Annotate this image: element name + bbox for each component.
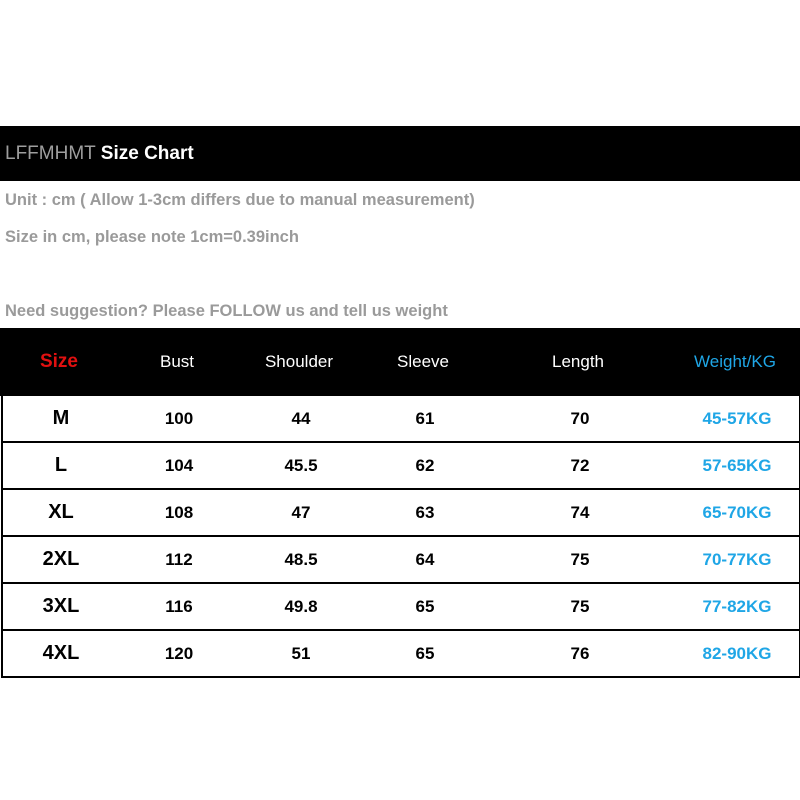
cell-weight: 45-57KG: [702, 408, 772, 428]
cell-length: 70: [570, 408, 590, 428]
notes-section: [0, 181, 800, 328]
column-header-bust: Bust: [159, 352, 195, 371]
cell-weight: 82-90KG: [702, 643, 772, 663]
brand-name: LFFMHMT: [5, 142, 96, 164]
cell-length: 74: [570, 502, 590, 522]
chart-title: Size Chart: [100, 142, 194, 164]
cell-bust: 112: [165, 549, 193, 569]
table-row: [3, 441, 799, 488]
cell-shoulder: 45.5: [284, 455, 318, 475]
cell-bust: 120: [164, 643, 194, 663]
size-chart: [0, 126, 800, 678]
unit-note: Unit : cm ( Allow 1-3cm differs due to manual measurement): [5, 191, 475, 209]
cell-sleeve: 61: [415, 408, 435, 428]
cell-length: 75: [570, 596, 590, 616]
cell-size: L: [54, 454, 68, 476]
column-header-size: Size: [39, 351, 79, 372]
cell-weight: 70-77KG: [702, 549, 772, 569]
title-bar: [0, 126, 800, 181]
cell-size: 2XL: [42, 548, 80, 570]
cell-shoulder: 49.8: [284, 596, 318, 616]
cell-sleeve: 65: [415, 596, 435, 616]
cell-length: 72: [570, 455, 590, 475]
column-header-shoulder: Shoulder: [264, 352, 334, 371]
cell-shoulder: 47: [291, 502, 311, 522]
cell-bust: 104: [164, 455, 194, 475]
cell-size: 3XL: [42, 595, 80, 617]
cell-bust: 100: [164, 408, 194, 428]
cell-sleeve: 62: [415, 455, 435, 475]
cell-shoulder: 44: [291, 408, 311, 428]
cell-bust: 116: [165, 596, 193, 616]
table-row: [3, 582, 799, 629]
cell-shoulder: 48.5: [284, 549, 318, 569]
column-header-sleeve: Sleeve: [397, 352, 449, 371]
table-row: [3, 629, 799, 676]
cell-sleeve: 65: [415, 643, 435, 663]
cell-shoulder: 51: [291, 643, 311, 663]
size-table: [1, 396, 800, 678]
cell-weight: 77-82KG: [702, 596, 772, 616]
cell-length: 76: [570, 643, 590, 663]
cell-sleeve: 64: [415, 549, 435, 569]
column-header-length: Length: [552, 352, 604, 371]
table-row: [3, 535, 799, 582]
cell-weight: 57-65KG: [702, 455, 772, 475]
cell-weight: 65-70KG: [702, 502, 772, 522]
table-row: [3, 488, 799, 535]
cell-size: M: [52, 407, 70, 429]
table-row: [3, 396, 799, 441]
cell-sleeve: 63: [415, 502, 435, 522]
conversion-note: Size in cm, please note 1cm=0.39inch: [5, 228, 299, 246]
cell-size: XL: [48, 501, 74, 523]
cell-size: 4XL: [42, 642, 80, 664]
cell-length: 75: [570, 549, 590, 569]
suggestion-note: Need suggestion? Please FOLLOW us and tell us weight: [5, 302, 448, 320]
column-header-weight: Weight/KG: [694, 352, 776, 371]
table-header-row: [0, 328, 800, 396]
cell-bust: 108: [164, 502, 194, 522]
